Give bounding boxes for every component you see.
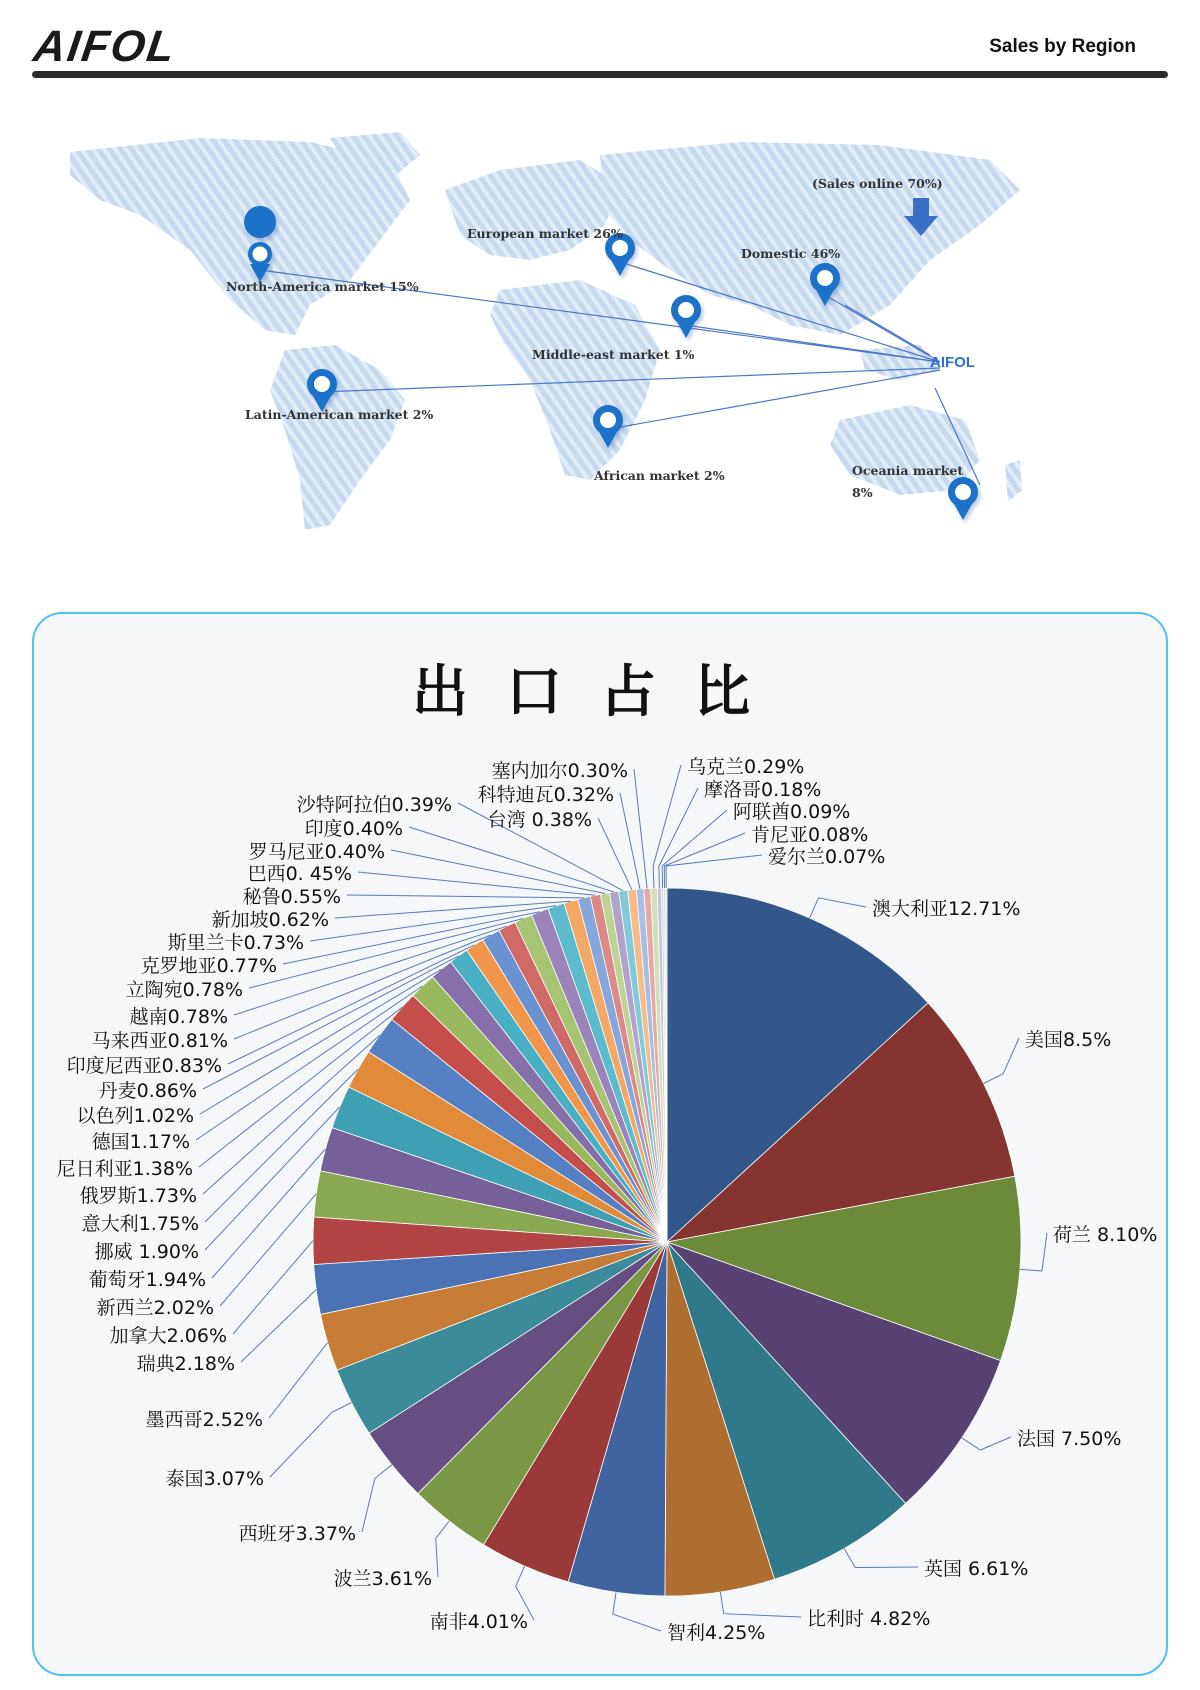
leader-line — [720, 1592, 801, 1617]
slice-label: 新西兰2.02% — [96, 1297, 214, 1319]
slice-label: 秘鲁0.55% — [242, 886, 341, 908]
hub-label: AIFOL — [930, 354, 975, 371]
leader-line — [391, 850, 605, 894]
leader-line — [436, 1521, 450, 1577]
slice-label: 法国 7.50% — [1017, 1428, 1122, 1450]
slice-label: 爱尔兰0.07% — [768, 846, 886, 868]
leader-line — [620, 793, 640, 889]
slice-label: 塞内加尔0.30% — [491, 760, 628, 782]
slice-label: 丹麦0.86% — [98, 1080, 197, 1102]
leader-line — [664, 833, 745, 888]
label-latin-american: Latin-American market 2% — [245, 407, 434, 422]
slice-label: 葡萄牙1.94% — [88, 1269, 206, 1291]
slice-label: 乌克兰0.29% — [687, 756, 805, 778]
leader-line — [662, 810, 727, 888]
slice-label: 肯尼亚0.08% — [751, 824, 869, 846]
slice-label: 加拿大2.06% — [109, 1325, 227, 1347]
slice-label: 南非4.01% — [429, 1611, 528, 1633]
slice-label: 西班牙3.37% — [238, 1523, 356, 1545]
label-african: African market 2% — [594, 468, 725, 483]
leader-line — [844, 1549, 918, 1568]
leader-line — [962, 1437, 1011, 1450]
leader-line — [269, 1343, 328, 1418]
leader-line — [347, 895, 584, 898]
leader-line — [362, 1465, 392, 1532]
leader-line — [613, 1592, 661, 1631]
slice-label: 科特迪瓦0.32% — [477, 784, 614, 806]
leader-line — [212, 1149, 325, 1278]
slice-label: 挪威 1.90% — [94, 1241, 199, 1263]
label-oceania: Oceania market — [852, 463, 964, 478]
slice-label: 立陶宛0.78% — [125, 979, 243, 1001]
slice-label: 巴西0. 45% — [247, 863, 352, 885]
slice-label: 印度尼西亚0.83% — [66, 1055, 222, 1077]
leader-line — [233, 1241, 313, 1334]
label-domestic: Domestic 46% — [741, 246, 841, 261]
slice-label: 沙特阿拉伯0.39% — [296, 794, 452, 816]
slice-label: 瑞典2.18% — [136, 1353, 235, 1375]
slice-label: 越南0.78% — [129, 1006, 228, 1028]
slice-label: 英国 6.61% — [924, 1558, 1029, 1580]
slice-label: 泰国3.07% — [165, 1468, 264, 1490]
slice-label: 摩洛哥0.18% — [704, 779, 822, 801]
slice-label: 新加坡0.62% — [211, 909, 329, 931]
slice-label: 斯里兰卡0.73% — [167, 932, 304, 954]
page-title: Sales by Region — [989, 36, 1136, 57]
leader-line — [666, 855, 762, 888]
slice-label: 荷兰 8.10% — [1053, 1224, 1158, 1246]
label-north-america: North-America market 15% — [226, 279, 419, 294]
slice-label: 澳大利亚12.71% — [872, 898, 1021, 920]
label-oceania-pct: 8% — [852, 485, 873, 500]
slice-label: 阿联酋0.09% — [733, 801, 851, 823]
slice-label: 智利4.25% — [667, 1622, 766, 1644]
label-online-note: (Sales online 70%) — [812, 176, 943, 191]
slice-label: 尼日利亚1.38% — [56, 1158, 193, 1180]
leader-line — [810, 898, 866, 918]
leader-line — [270, 1403, 352, 1478]
slice-label: 墨西哥2.52% — [145, 1409, 263, 1431]
label-european: European market 26% — [467, 226, 623, 241]
aifol-logo: AIFOL — [30, 22, 180, 71]
label-middle-east: Middle-east market 1% — [532, 347, 695, 362]
leader-line — [1020, 1233, 1047, 1271]
leader-line — [598, 818, 632, 890]
slice-label: 意大利1.75% — [81, 1213, 199, 1235]
slice-label: 以色列1.02% — [76, 1105, 194, 1127]
slice-label: 台湾 0.38% — [487, 809, 592, 831]
slice-label: 印度0.40% — [304, 818, 403, 840]
slice-label: 德国1.17% — [91, 1131, 190, 1153]
slice-label: 克罗地亚0.77% — [140, 955, 277, 977]
leader-line — [358, 872, 595, 895]
leader-line — [984, 1038, 1020, 1084]
slice-label: 马来西亚0.81% — [91, 1030, 228, 1052]
leader-line — [241, 1290, 316, 1362]
leader-line — [653, 765, 681, 888]
chart-title: 出口占比 — [412, 660, 788, 725]
slice-label: 波兰3.61% — [333, 1568, 432, 1590]
leader-line — [220, 1194, 316, 1306]
slice-label: 罗马尼亚0.40% — [248, 841, 385, 863]
slice-label: 俄罗斯1.73% — [79, 1185, 197, 1207]
slice-label: 比利时 4.82% — [807, 1608, 931, 1630]
slice-label: 美国8.5% — [1025, 1029, 1112, 1051]
